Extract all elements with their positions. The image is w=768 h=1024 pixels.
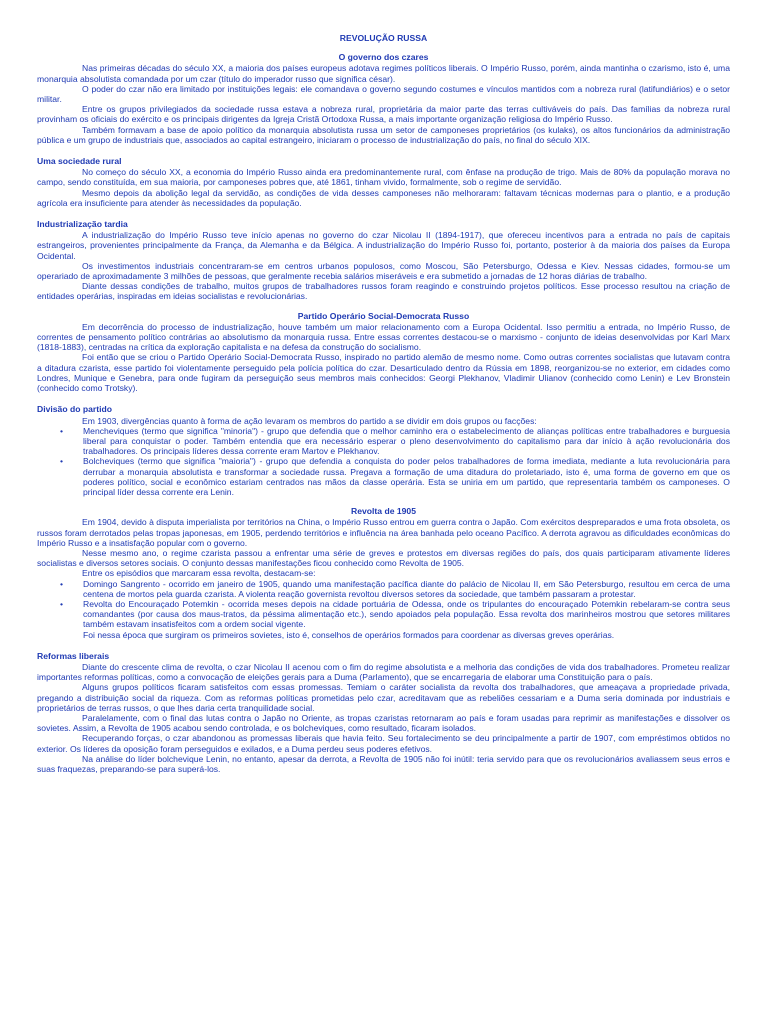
heading-industrializacao-tardia: Industrialização tardia	[37, 219, 128, 230]
paragraph: Paralelamente, com o final das lutas contra o Japão no Oriente, as tropas czaristas retornaram ao país e foram usadas para reprimir as manifestações e dissolver os sovietes. Assim, a Revolta de 1905 acabou sendo controlada, e os bolcheviques, como resultado, ficaram isolados.	[37, 712, 730, 734]
paragraph: Mesmo depois da abolição legal da servidão, as condições de vida desses camponeses não melhoraram: faltavam técnicas modernas para o plantio, e a produção agrícola era insuficiente para atender às necessidades da população.	[37, 187, 730, 208]
paragraph: Recuperando forças, o czar abandonou as promessas liberais que havia feito. Seu fortalecimento se deu principalmente a partir de 1907, com empréstimos obtidos no exterior. Os líderes da oposição foram perseguidos e exilados, e a Duma perdeu seus poderes efetivos.	[37, 733, 730, 754]
paragraph: Diante do crescente clima de revolta, o czar Nicolau II acenou com o fim do regime absolutista e a melhoria das condições de vida dos trabalhadores. Prometeu realizar importantes reformas políticas, como a convocação de eleições gerais para a Duma (Parlamento), que se encarregaria de elaborar uma Constituição para o país.	[37, 661, 730, 683]
paragraph: Em decorrência do processo de industrialização, houve também um maior relacionamento com a Europa Ocidental. Isso permitiu a entrada, no Império Russo, de correntes de pensamento político contrárias ao absolutismo da monarquia russa. Entre essas correntes destacou-se o marxismo - conjunto de ideias desenvolvidas por Karl Marx (1818-1883), centradas na crítica da exploração capitalista e na defesa da construção do socialismo.	[37, 321, 730, 353]
paragraph: Entre os episódios que marcaram essa revolta, destacam-se:	[82, 568, 316, 579]
list-item: • Revolta do Encouraçado Potemkin - ocorrida meses depois na cidade portuária de Odessa, onde os tripulantes do encouraçado Potemkin rebelaram-se contra seus comandantes (por causa dos maus-tratos, da péssima alimentação etc.), sendo apoiados pela população. Essa revolta dos marinheiros mostrou que setores militares também estavam insatisfeitos com a ordem social vigente.	[83, 599, 730, 630]
heading-governo-dos-czares: O governo dos czares	[338, 52, 429, 63]
paragraph: O poder do czar não era limitado por instituições legais: ele comandava o governo segundo costumes e vínculos mantidos com a nobreza rural (latifundiários) e o setor militar.	[37, 83, 730, 105]
paragraph: Foi nessa época que surgiram os primeiros sovietes, isto é, conselhos de operários formados para coordenar as diversas greves operárias.	[83, 629, 615, 640]
paragraph: Diante dessas condições de trabalho, muitos grupos de trabalhadores russos foram reagindo e construindo projetos políticos. Esse processo resultou na criação de entidades operárias, inspiradas em ideias socialistas e revolucionárias.	[37, 281, 730, 302]
document-title: REVOLUÇÃO RUSSA	[339, 33, 428, 43]
heading-partido-operario: Partido Operário Social-Democrata Russo	[297, 310, 470, 321]
paragraph: Também formavam a base de apoio político da monarquia absolutista russa um setor de camponeses proprietários (os kulaks), os altos funcionários da administração pública e um grupo de industriais que, associados ao capital estrangeiro, iniciaram o processo de industrialização do país, no final do século XIX.	[37, 124, 730, 145]
paragraph: Nas primeiras décadas do século XX, a maioria dos países europeus adotava regimes políticos liberais. O Império Russo, porém, ainda mantinha o czarismo, isto é, uma monarquia absolutista comandada por um czar (título do imperador russo que significa césar).	[37, 63, 730, 84]
heading-revolta-1905: Revolta de 1905	[351, 506, 416, 517]
paragraph: A industrialização do Império Russo teve início apenas no governo do czar Nicolau II (1894-1917), que ofereceu incentivos para a entrada no país de capitais estrangeiros, provenientes principalmente da França, da Alemanha e da Bélgica. A industrialização do Império Russo foi, portanto, posterior à da maioria dos países da Europa Ocidental.	[37, 230, 730, 261]
heading-reformas-liberais: Reformas liberais	[37, 650, 110, 661]
paragraph: Entre os grupos privilegiados da sociedade russa estava a nobreza rural, proprietária da maior parte das terras cultiváveis do país. Das famílias da nobreza rural provinham os oficiais do exército e os principais dirigentes da Igreja Cristã Ortodoxa Russa, a mais importante organização religiosa do Império Russo.	[37, 104, 730, 125]
paragraph: Foi então que se criou o Partido Operário Social-Democrata Russo, inspirado no partido alemão de mesmo nome. Como outras correntes socialistas que lutavam contra a ditadura czarista, esse partido foi violentamente perseguido pela polícia política do czar. Desarticulado dentro da Rússia em 1898, reorganizou-se no exterior, em cidades como Londres, Munique e Genebra, para onde fugiram da perseguição seus membros mais conhecidos: Georgi Plekhanov, Vladimir Ulianov (conhecido como Lenin) e Lev Bronstein (conhecido como Trotsky).	[37, 352, 730, 394]
list-item: • Bolcheviques (termo que significa "maioria") - grupo que defendia a conquista do poder pelos trabalhadores de forma imediata, mediante a luta revolucionária para derrubar a monarquia absolutista e transformar a sociedade russa. Pregava a formação de uma ditadura do proletariado, isto é, uma forma de governo em que os poderes político, social e econômico estariam centrados nas mãos da classe operária. Esta se uniria em um partido, que representaria também os camponeses. O principal líder dessa corrente era Lenin.	[83, 456, 730, 497]
list-item: • Mencheviques (termo que significa "minoria") - grupo que defendia que o melhor caminho era o estabelecimento de alianças políticas entre trabalhadores e burguesia liberal para conquistar o poder. Também entendia que era necessário esperar o pleno desenvolvimento do capitalismo para dar início à ação revolucionária dos trabalhadores. Os principais líderes dessa corrente eram Martov e Plekhanov.	[83, 426, 730, 457]
paragraph: Na análise do líder bolchevique Lenin, no entanto, apesar da derrota, a Revolta de 1905 não foi inútil: teria servido para que os revolucionários avaliassem seus erros e suas fraquezas, preparando-se para superá-los.	[37, 753, 730, 774]
bullet-list	[37, 426, 730, 497]
paragraph: Em 1903, divergências quanto à forma de ação levaram os membros do partido a se dividir em dois grupos ou facções:	[82, 415, 537, 426]
paragraph: Alguns grupos políticos ficaram satisfeitos com essas promessas. Temiam o caráter socialista da revolta dos trabalhadores, que ameaçava a propriedade privada, pregando a distribuição social da riqueza. Com as reformas políticas prometidas pelo czar, acreditavam que as rebeliões cessariam e a Duma seria dominada por industriais e proprietários de terras russos, o que lhes daria certa tranquilidade social.	[37, 682, 730, 713]
heading-divisao-do-partido: Divisão do partido	[37, 404, 112, 415]
paragraph: Em 1904, devido à disputa imperialista por territórios na China, o Império Russo entrou em guerra contra o Japão. Com exércitos despreparados e uma frota obsoleta, os russos foram derrotados pelas tropas japonesas, em 1905, perdendo territórios e influência na área banhada pelo oceano Pacífico. A derrota agravou as dificuldades econômicas do Império Russo e a insatisfação popular com o governo.	[37, 517, 730, 548]
heading-sociedade-rural: Uma sociedade rural	[37, 156, 122, 167]
bullet-list	[37, 579, 730, 630]
list-item: • Domingo Sangrento - ocorrido em janeiro de 1905, quando uma manifestação pacífica diante do palácio de Nicolau II, em São Petersburgo, resultou em cerca de uma centena de mortos pela guarda czarista. A violenta reação governista revoltou diversos setores da sociedade, que também passaram a protestar.	[83, 579, 730, 599]
paragraph: Os investimentos industriais concentraram-se em centros urbanos populosos, como Moscou, São Petersburgo, Odessa e Kiev. Nessas cidades, formou-se um operariado de aproximadamente 3 milhões de pessoas, que geralmente recebia salários miseráveis e era submetido a jornadas de 12 horas diárias de trabalho.	[37, 260, 730, 282]
paragraph: No começo do século XX, a economia do Império Russo ainda era predominantemente rural, com ênfase na produção de trigo. Mais de 80% da população morava no campo, sendo constituída, em sua maioria, por camponeses pobres que, até 1861, tinham vivido, formalmente, sob o regime de servidão.	[37, 167, 730, 188]
paragraph: Nesse mesmo ano, o regime czarista passou a enfrentar uma série de greves e protestos em diversas regiões do país, dos quais participaram ativamente líderes socialistas e diversos setores sociais. O conjunto dessas manifestações ficou conhecido como Revolta de 1905.	[37, 547, 730, 569]
